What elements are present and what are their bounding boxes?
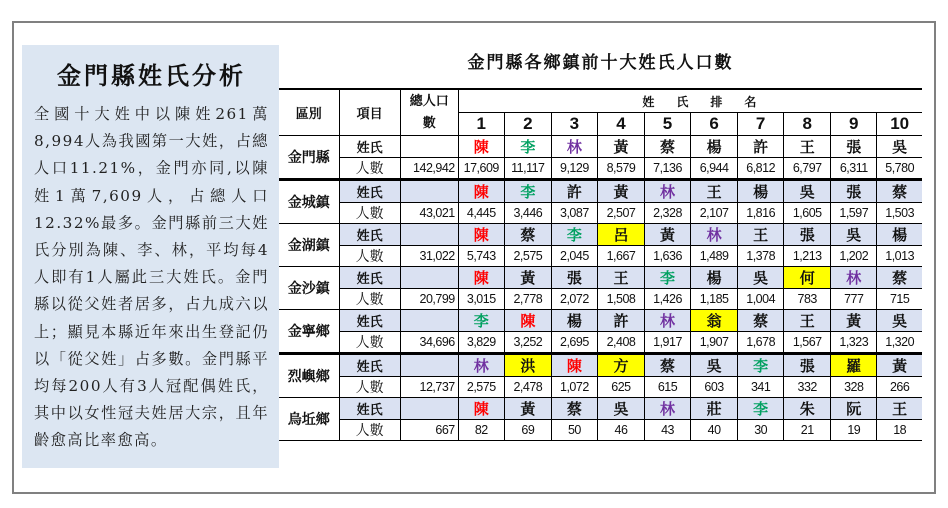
surname-row <box>279 354 922 377</box>
population-cell: 17,609 <box>458 158 504 180</box>
surname-cell: 陳 <box>504 310 551 332</box>
population-cell: 341 <box>738 377 784 398</box>
surname-cell: 黃 <box>831 310 877 332</box>
population-label: 人數 <box>339 246 400 267</box>
population-cell: 3,087 <box>551 203 597 224</box>
total-population: 142,942 <box>400 158 458 180</box>
surname-cell: 許 <box>551 180 597 203</box>
population-row <box>279 332 922 354</box>
population-cell: 1,503 <box>877 203 922 224</box>
population-cell: 266 <box>877 377 922 398</box>
population-cell: 2,408 <box>597 332 644 354</box>
surname-cell: 洪 <box>504 354 551 377</box>
surname-cell: 吳 <box>597 398 644 420</box>
population-cell: 625 <box>597 377 644 398</box>
population-label: 人數 <box>339 420 400 441</box>
district-name: 金城鎮 <box>279 180 339 224</box>
surname-cell: 吳 <box>877 136 922 158</box>
surname-cell: 黃 <box>597 136 644 158</box>
surname-cell: 李 <box>504 136 551 158</box>
header-item: 項目 <box>339 89 400 136</box>
total-empty-cell <box>400 267 458 289</box>
population-cell: 1,678 <box>738 332 784 354</box>
population-cell: 9,129 <box>551 158 597 180</box>
total-population: 34,696 <box>400 332 458 354</box>
population-cell: 8,579 <box>597 158 644 180</box>
population-cell: 2,328 <box>644 203 690 224</box>
header-rank-7: 7 <box>738 113 784 136</box>
surname-cell: 林 <box>551 136 597 158</box>
population-row <box>279 246 922 267</box>
population-cell: 1,907 <box>691 332 738 354</box>
surname-cell: 王 <box>738 224 784 246</box>
population-cell: 5,743 <box>458 246 504 267</box>
surname-cell: 張 <box>551 267 597 289</box>
surname-cell: 蔡 <box>644 354 690 377</box>
district-name: 金寧鄉 <box>279 310 339 354</box>
district-name: 金門縣 <box>279 136 339 180</box>
surname-cell: 吳 <box>877 310 922 332</box>
surname-row <box>279 136 922 158</box>
population-cell: 18 <box>877 420 922 441</box>
surname-cell: 李 <box>738 398 784 420</box>
surname-cell: 楊 <box>551 310 597 332</box>
district-name: 金沙鎮 <box>279 267 339 310</box>
population-cell: 1,917 <box>644 332 690 354</box>
population-cell: 4,445 <box>458 203 504 224</box>
population-cell: 82 <box>458 420 504 441</box>
population-cell: 1,202 <box>831 246 877 267</box>
surname-cell: 蔡 <box>877 267 922 289</box>
surname-cell: 張 <box>831 136 877 158</box>
population-label: 人數 <box>339 158 400 180</box>
surname-cell: 蔡 <box>644 136 690 158</box>
population-cell: 1,213 <box>784 246 831 267</box>
header-rank-10: 10 <box>877 113 922 136</box>
surname-cell: 李 <box>551 224 597 246</box>
population-cell: 40 <box>691 420 738 441</box>
total-empty-cell <box>400 354 458 377</box>
surname-cell: 黃 <box>597 180 644 203</box>
surname-cell: 黃 <box>644 224 690 246</box>
header-rank-3: 3 <box>551 113 597 136</box>
header-total-line2: 數 <box>422 115 436 131</box>
panel-title: 金門縣姓氏分析 <box>57 61 246 90</box>
header-total-line1: 總人口 <box>409 93 449 109</box>
population-cell: 777 <box>831 289 877 310</box>
surname-ranking-table <box>279 88 922 441</box>
total-population: 12,737 <box>400 377 458 398</box>
surname-cell: 方 <box>597 354 644 377</box>
population-cell: 328 <box>831 377 877 398</box>
population-cell: 19 <box>831 420 877 441</box>
surname-row <box>279 310 922 332</box>
header-rank-6: 6 <box>691 113 738 136</box>
population-cell: 2,507 <box>597 203 644 224</box>
district-name: 金湖鎮 <box>279 224 339 267</box>
surname-cell: 林 <box>644 310 690 332</box>
population-row <box>279 377 922 398</box>
population-cell: 3,446 <box>504 203 551 224</box>
population-cell: 1,667 <box>597 246 644 267</box>
population-cell: 1,004 <box>738 289 784 310</box>
population-cell: 332 <box>784 377 831 398</box>
surname-cell: 張 <box>784 354 831 377</box>
surname-label: 姓氏 <box>339 267 400 289</box>
total-population: 20,799 <box>400 289 458 310</box>
population-cell: 2,778 <box>504 289 551 310</box>
surname-cell: 蔡 <box>551 398 597 420</box>
surname-cell: 黃 <box>504 398 551 420</box>
panel-body-text: 全國十大姓中以陳姓261萬8,994人為我國第一大姓，占總人口11.21%，金門亦同,以陳姓1萬7,609人，占總人口12.32%最多。金門縣前三大姓氏分別為陳、李、林，平均每4人即有1人屬此三大姓氏。金門縣以從父姓者居多，占九成六以上；顯見本縣近年來出生登記仍以「從父姓」占多數。金門縣平均每200人有3人冠配偶姓氏，其中以女性冠夫姓居大宗，且年齡愈高比率愈高。 <box>34 105 269 450</box>
surname-cell: 翁 <box>691 310 738 332</box>
population-cell: 69 <box>504 420 551 441</box>
population-cell: 2,575 <box>504 246 551 267</box>
surname-row <box>279 224 922 246</box>
population-label: 人數 <box>339 377 400 398</box>
total-population: 31,022 <box>400 246 458 267</box>
surname-cell: 許 <box>738 136 784 158</box>
population-cell: 1,320 <box>877 332 922 354</box>
population-cell: 7,136 <box>644 158 690 180</box>
header-rank-group: 姓氏排名 <box>458 89 922 113</box>
surname-cell: 蔡 <box>738 310 784 332</box>
population-cell: 3,015 <box>458 289 504 310</box>
total-population: 667 <box>400 420 458 441</box>
surname-cell: 陳 <box>551 354 597 377</box>
total-empty-cell <box>400 310 458 332</box>
surname-cell: 楊 <box>691 267 738 289</box>
population-cell: 3,829 <box>458 332 504 354</box>
surname-cell: 張 <box>831 180 877 203</box>
surname-cell: 阮 <box>831 398 877 420</box>
surname-cell: 王 <box>877 398 922 420</box>
surname-cell: 楊 <box>691 136 738 158</box>
population-cell: 6,311 <box>831 158 877 180</box>
surname-row <box>279 180 922 203</box>
surname-cell: 朱 <box>784 398 831 420</box>
population-cell: 1,605 <box>784 203 831 224</box>
population-cell: 30 <box>738 420 784 441</box>
population-cell: 1,508 <box>597 289 644 310</box>
surname-cell: 林 <box>458 354 504 377</box>
surname-cell: 李 <box>458 310 504 332</box>
header-rank-1: 1 <box>458 113 504 136</box>
surname-label: 姓氏 <box>339 224 400 246</box>
population-cell: 1,816 <box>738 203 784 224</box>
surname-cell: 張 <box>784 224 831 246</box>
total-empty-cell <box>400 224 458 246</box>
surname-cell: 許 <box>597 310 644 332</box>
surname-row <box>279 267 922 289</box>
population-cell: 21 <box>784 420 831 441</box>
surname-cell: 吳 <box>831 224 877 246</box>
analysis-panel <box>22 45 279 468</box>
surname-cell: 林 <box>644 398 690 420</box>
header-district: 區別 <box>279 89 339 136</box>
population-cell: 2,575 <box>458 377 504 398</box>
population-cell: 2,045 <box>551 246 597 267</box>
population-cell: 46 <box>597 420 644 441</box>
header-rank-4: 4 <box>597 113 644 136</box>
surname-cell: 王 <box>784 136 831 158</box>
surname-cell: 林 <box>691 224 738 246</box>
surname-cell: 蔡 <box>504 224 551 246</box>
population-cell: 1,185 <box>691 289 738 310</box>
population-cell: 603 <box>691 377 738 398</box>
total-empty-cell <box>400 180 458 203</box>
population-row <box>279 158 922 180</box>
surname-cell: 吳 <box>738 267 784 289</box>
population-cell: 1,323 <box>831 332 877 354</box>
surname-cell: 陳 <box>458 398 504 420</box>
surname-cell: 陳 <box>458 180 504 203</box>
surname-cell: 王 <box>784 310 831 332</box>
population-cell: 6,944 <box>691 158 738 180</box>
surname-cell: 陳 <box>458 136 504 158</box>
surname-cell: 楊 <box>738 180 784 203</box>
surname-row <box>279 398 922 420</box>
population-cell: 2,478 <box>504 377 551 398</box>
surname-cell: 吳 <box>784 180 831 203</box>
population-cell: 6,812 <box>738 158 784 180</box>
population-label: 人數 <box>339 203 400 224</box>
population-cell: 3,252 <box>504 332 551 354</box>
surname-label: 姓氏 <box>339 180 400 203</box>
population-cell: 6,797 <box>784 158 831 180</box>
population-cell: 1,567 <box>784 332 831 354</box>
header-rank-2: 2 <box>504 113 551 136</box>
population-cell: 715 <box>877 289 922 310</box>
surname-cell: 莊 <box>691 398 738 420</box>
surname-label: 姓氏 <box>339 310 400 332</box>
total-empty-cell <box>400 136 458 158</box>
surname-label: 姓氏 <box>339 136 400 158</box>
header-rank-9: 9 <box>831 113 877 136</box>
population-label: 人數 <box>339 332 400 354</box>
population-cell: 5,780 <box>877 158 922 180</box>
surname-cell: 黃 <box>504 267 551 289</box>
district-name: 烈嶼鄉 <box>279 354 339 398</box>
population-cell: 2,072 <box>551 289 597 310</box>
total-empty-cell <box>400 398 458 420</box>
surname-label: 姓氏 <box>339 354 400 377</box>
surname-cell: 呂 <box>597 224 644 246</box>
population-cell: 1,072 <box>551 377 597 398</box>
surname-cell: 林 <box>831 267 877 289</box>
population-row <box>279 203 922 224</box>
surname-label: 姓氏 <box>339 398 400 420</box>
surname-cell: 羅 <box>831 354 877 377</box>
population-cell: 1,597 <box>831 203 877 224</box>
population-cell: 11,117 <box>504 158 551 180</box>
population-row <box>279 289 922 310</box>
population-row <box>279 420 922 441</box>
population-cell: 615 <box>644 377 690 398</box>
header-total <box>400 89 458 136</box>
surname-cell: 王 <box>597 267 644 289</box>
population-cell: 783 <box>784 289 831 310</box>
surname-cell: 黃 <box>877 354 922 377</box>
surname-cell: 楊 <box>877 224 922 246</box>
total-population: 43,021 <box>400 203 458 224</box>
population-cell: 43 <box>644 420 690 441</box>
population-cell: 50 <box>551 420 597 441</box>
surname-cell: 李 <box>644 267 690 289</box>
population-cell: 1,489 <box>691 246 738 267</box>
surname-cell: 吳 <box>691 354 738 377</box>
surname-cell: 何 <box>784 267 831 289</box>
header-row-1 <box>279 89 922 113</box>
surname-cell: 蔡 <box>877 180 922 203</box>
surname-cell: 李 <box>738 354 784 377</box>
header-rank-5: 5 <box>644 113 690 136</box>
population-label: 人數 <box>339 289 400 310</box>
surname-cell: 王 <box>691 180 738 203</box>
population-cell: 1,013 <box>877 246 922 267</box>
header-rank-8: 8 <box>784 113 831 136</box>
surname-cell: 李 <box>504 180 551 203</box>
surname-cell: 林 <box>644 180 690 203</box>
population-cell: 1,426 <box>644 289 690 310</box>
surname-cell: 陳 <box>458 267 504 289</box>
population-cell: 1,636 <box>644 246 690 267</box>
surname-cell: 陳 <box>458 224 504 246</box>
population-cell: 1,378 <box>738 246 784 267</box>
table-title: 金門縣各鄉鎮前十大姓氏人口數 <box>467 53 734 73</box>
population-cell: 2,107 <box>691 203 738 224</box>
population-cell: 2,695 <box>551 332 597 354</box>
district-name: 烏坵鄉 <box>279 398 339 441</box>
